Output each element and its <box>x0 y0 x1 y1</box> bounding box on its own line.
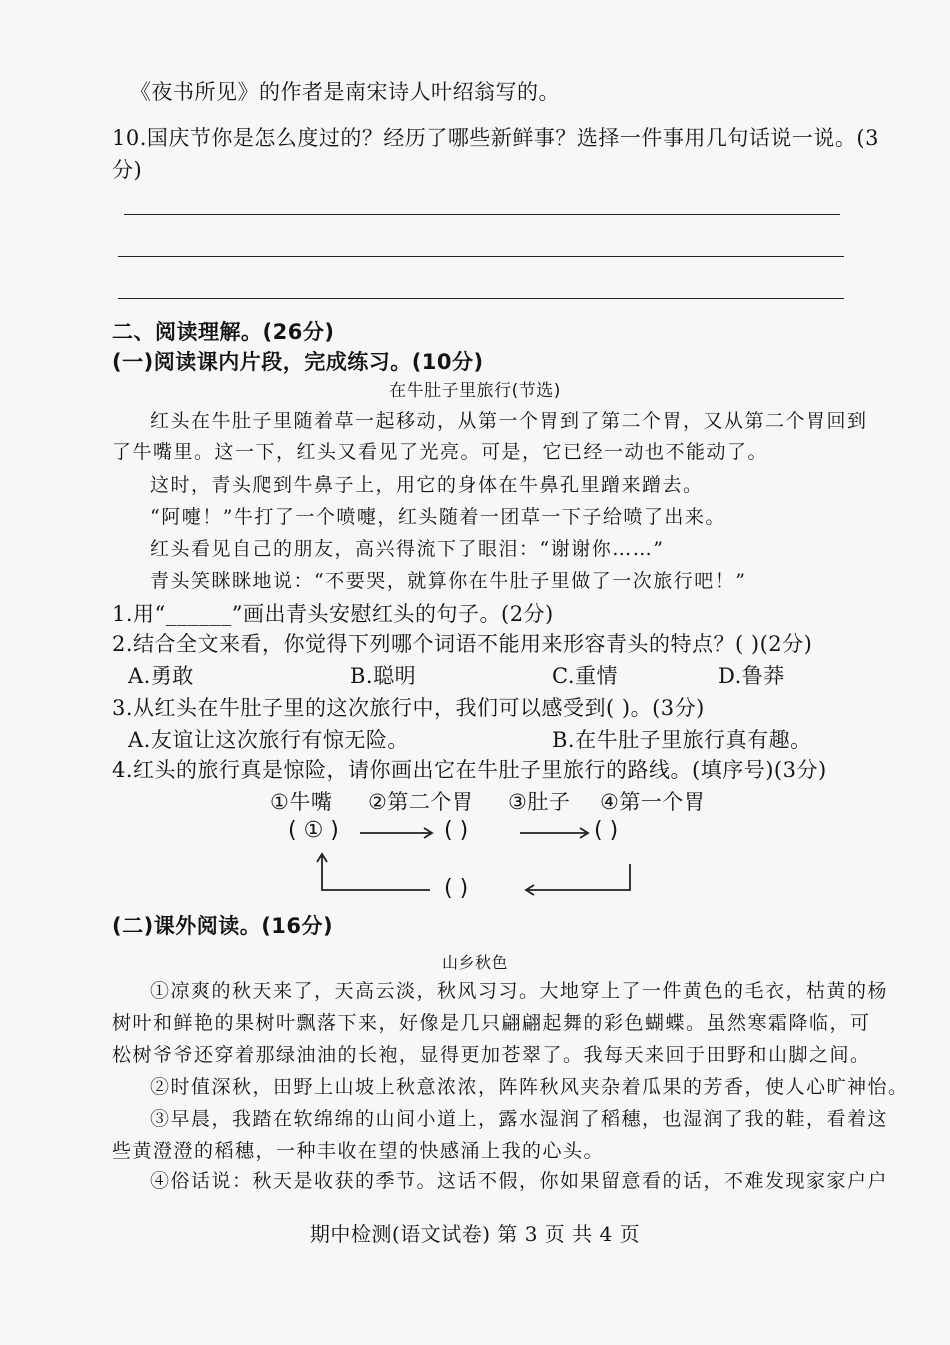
q3-option-a[interactable]: A.友谊让这次旅行有惊无险。 <box>128 728 409 752</box>
route-box-2[interactable]: ( ) <box>444 818 469 843</box>
passage2-para: ④俗话说：秋天是收获的季节。这话不假，你如果留意看的话，不难发现家家户户 <box>150 1170 889 1192</box>
question-1: 1.用“______”画出青头安慰红头的句子。(2分) <box>112 602 554 626</box>
q4-choice-second-stomach: ②第二个胃 <box>368 790 474 814</box>
text-line-yeshu: 《夜书所见》的作者是南宋诗人叶绍翁写的。 <box>130 80 560 104</box>
q4-choice-mouth: ①牛嘴 <box>270 790 333 814</box>
passage2-para: ①凉爽的秋天来了，天高云淡，秋风习习。大地穿上了一件黄色的毛衣，枯黄的杨 <box>150 980 889 1002</box>
passage1-para: 红头看见自己的朋友，高兴得流下了眼泪：“谢谢你……” <box>150 538 665 560</box>
passage2-title: 山乡秋色 <box>441 953 508 972</box>
q2-option-b[interactable]: B.聪明 <box>350 664 417 688</box>
passage2-para: 树叶和鲜艳的果树叶飘落下来，好像是几只翩翩起舞的彩色蝴蝶。虽然寒霜降临，可 <box>112 1012 871 1034</box>
passage1-para: “阿嚏！”牛打了一个喷嚏，红头随着一团草一下子给喷了出来。 <box>150 506 726 528</box>
q4-choice-first-stomach: ④第一个胃 <box>600 790 706 814</box>
route-box-1: ( ① ) <box>288 818 339 843</box>
q3-option-b[interactable]: B.在牛肚子里旅行真有趣。 <box>552 728 812 752</box>
part2-heading: (二)课外阅读。(16分) <box>112 914 334 938</box>
page-footer: 期中检测(语文试卷) 第 3 页 共 4 页 <box>309 1222 641 1246</box>
passage2-para: ②时值深秋，田野上山坡上秋意浓浓，阵阵秋风夹杂着瓜果的芳香，使人心旷神怡。 <box>150 1076 909 1098</box>
route-box-4[interactable]: ( ) <box>444 876 469 901</box>
question-10-cont: 分) <box>112 158 143 182</box>
q2-option-a[interactable]: A.勇敢 <box>128 664 194 688</box>
passage2-para: 松树爷爷还穿着那绿油油的长袍，显得更加苍翠了。我每天来回于田野和山脚之间。 <box>112 1044 871 1066</box>
question-3: 3.从红头在牛肚子里的这次旅行中，我们可以感受到( )。(3分) <box>112 696 705 720</box>
q2-option-d[interactable]: D.鲁莽 <box>718 664 785 688</box>
section-heading-reading: 二、阅读理解。(26分) <box>112 320 335 344</box>
q2-option-c[interactable]: C.重情 <box>552 664 618 688</box>
passage1-para: 红头在牛肚子里随着草一起移动，从第一个胃到了第二个胃，又从第二个胃回到 <box>150 410 868 432</box>
passage1-para: 青头笑眯眯地说：“不要哭，就算你在牛肚子里做了一次旅行吧！” <box>150 570 747 592</box>
question-4: 4.红头的旅行真是惊险，请你画出它在牛肚子里旅行的路线。(填序号)(3分) <box>112 758 827 782</box>
question-2: 2.结合全文来看，你觉得下列哪个词语不能用来形容青头的特点？( )(2分) <box>112 632 813 656</box>
part1-heading: (一)阅读课内片段，完成练习。(10分) <box>112 350 484 374</box>
passage2-para: ③早晨，我踏在软绵绵的山间小道上，露水湿润了稻穗，也湿润了我的鞋，看着这 <box>150 1108 889 1130</box>
route-box-3[interactable]: ( ) <box>594 818 619 843</box>
q4-choice-belly: ③肚子 <box>508 790 571 814</box>
passage1-title: 在牛肚子里旅行(节选) <box>389 381 561 401</box>
arrow-3-to-4 <box>526 864 630 890</box>
arrow-4-to-1 <box>322 854 430 890</box>
question-10: 10.国庆节你是怎么度过的？经历了哪些新鲜事？选择一件事用几句话说一说。(3 <box>112 126 879 150</box>
passage1-para: 这时，青头爬到牛鼻子上，用它的身体在牛鼻孔里蹭来蹭去。 <box>150 474 704 496</box>
passage1-para: 了牛嘴里。这一下，红头又看见了光亮。可是，它已经一动也不能动了。 <box>112 441 769 463</box>
passage2-para: 些黄澄澄的稻穗，一种丰收在望的快感涌上我的心头。 <box>112 1140 605 1162</box>
